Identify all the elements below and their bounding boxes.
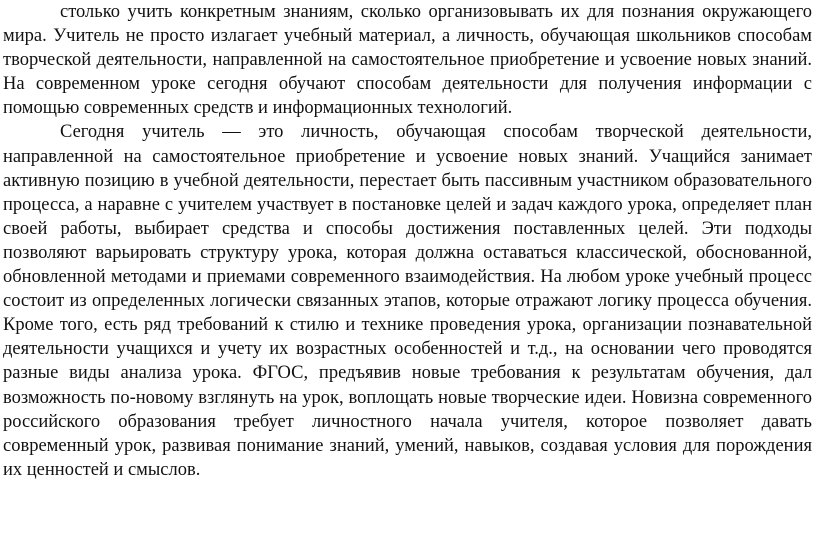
paragraph-2: Сегодня учитель — это личность, обучающая способам творческой деятельности, направленной на самостоятельное приобретение и усвоение новых знаний. Учащийся занимает активную позицию в учебной деятельности, перестает быть пассивным участником образовательного процесса, а наравне с учителем участвует в постановке целей и задач каждого урока, определяет план своей работы, выбирает средства и способы достижения поставленных целей. Эти подходы позволяют варьировать структуру урока, которая должна оставаться классической, обоснованной, обновленной методами и приемами современного взаимодействия. На любом уроке учебный процесс состоит из определенных логически связанных этапов, которые отражают логику процесса обучения. Кроме того, есть ряд требований к стилю и технике проведения урока, организации познавательной деятельности учащихся и учету их возрастных особенностей и т.д., на основании чего проводятся разные виды анализа урока. ФГОС, предъявив новые требования к результатам обучения, дал возможность по-новому взглянуть на урок, воплощать новые творческие идеи. Новизна современного российского образования требует личностного начала учителя, которое позволяет давать современный урок, развивая понимание знаний, умений, навыков, создавая условия для порождения их ценностей и смыслов.	[3, 122, 812, 480]
paragraph-1: столько учить конкретным знаниям, сколько организовывать их для познания окружающего мира. Учитель не просто излагает учебный материал, а личность, обучающая школьников способам творческой деятельности, направленной на самостоятельное приобретение и усвоение новых знаний. На современном уроке сегодня обучают способам деятельности для получения информации с помощью современных средств и информационных технологий.	[3, 2, 812, 119]
